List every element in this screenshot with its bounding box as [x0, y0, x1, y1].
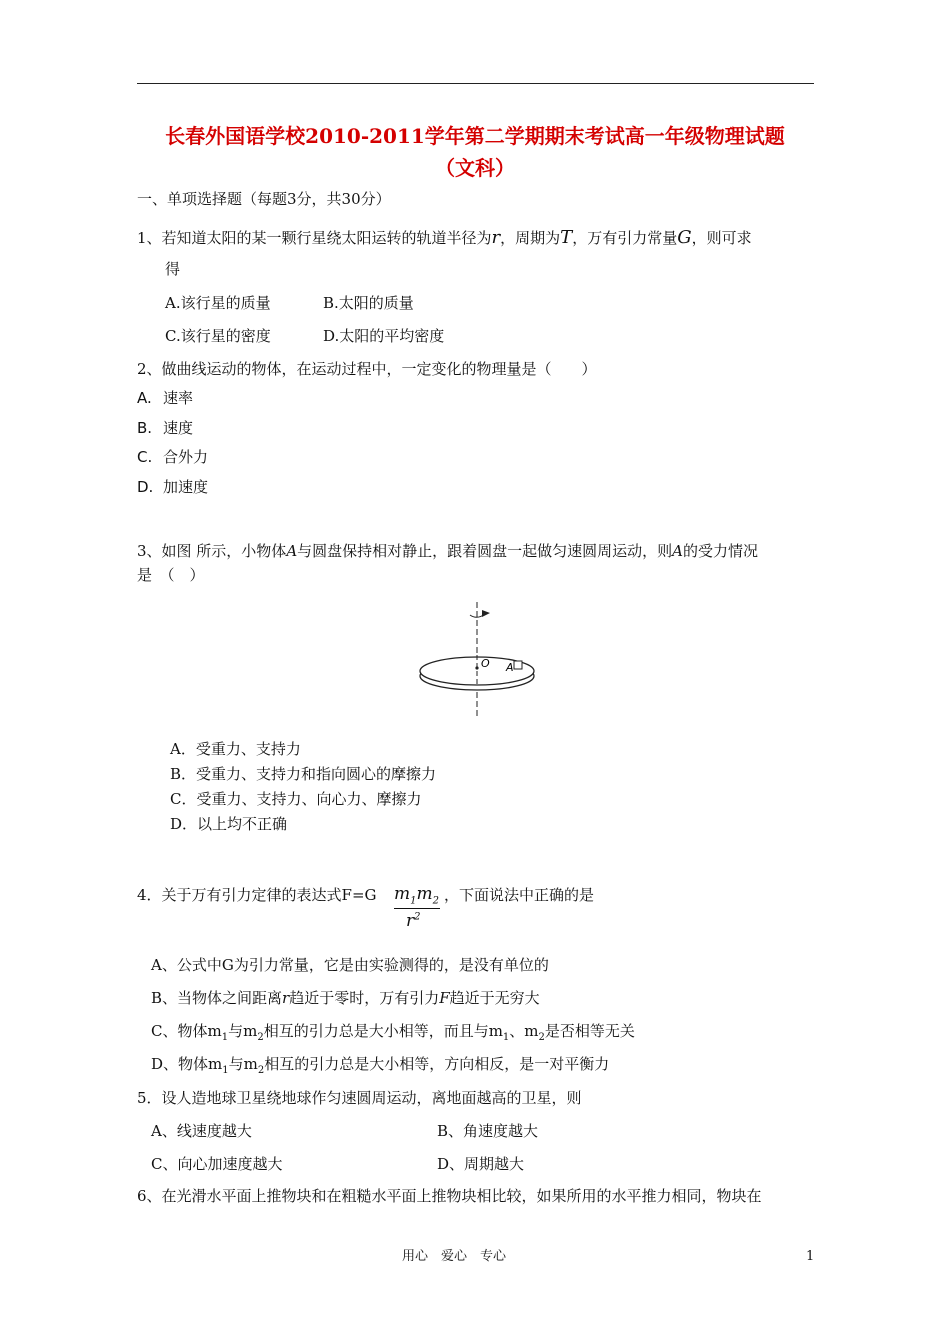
- q4-option-c-part3: 相互的引力总是大小相等，而且与m: [263, 1022, 503, 1040]
- exam-title: 长春外国语学校2010-2011学年第二学期期末考试高一年级物理试题: [165, 124, 785, 148]
- q3-text-a: 3、如图 所示，小物体: [137, 542, 287, 560]
- q2-option-d-text: 加速度: [163, 478, 209, 496]
- question-5-text: 5．设人造地球卫星绕地球作匀速圆周运动，离地面越高的卫星，则: [137, 1089, 582, 1107]
- q2-option-d: [137, 478, 208, 496]
- rotating-disk-figure: [410, 600, 545, 720]
- q3-option-d: D．以上均不正确: [170, 815, 288, 833]
- small-block-a: [514, 661, 522, 669]
- q4-option-a: A、公式中G为引力常量，它是由实验测得的，是没有单位的: [151, 956, 549, 974]
- q4-option-b-part3: 趋近于无穷大: [449, 989, 540, 1007]
- q1-var-r: r: [491, 227, 501, 248]
- q3-option-a: A．受重力、支持力: [170, 740, 301, 758]
- q2-option-a-letter: A.: [137, 389, 152, 407]
- question-1-line: [137, 227, 752, 249]
- q4-option-d-part2: 与m: [228, 1055, 258, 1073]
- q4-text-a: 4．关于万有引力定律的表达式F=G: [137, 886, 377, 904]
- q4-option-d-sub1: 1: [222, 1065, 229, 1076]
- q4-option-c-part4: 、m: [509, 1022, 539, 1040]
- question-3-line: [137, 542, 758, 560]
- q4-option-b-part2: 趋近于零时，万有引力: [289, 989, 440, 1007]
- q1-var-t: T: [560, 227, 573, 248]
- q4-option-c-sub3: 1: [502, 1032, 510, 1043]
- page-number: 1: [806, 1249, 815, 1264]
- q1-text-b: ，周期为: [500, 229, 561, 247]
- question-2-text: 2、做曲线运动的物体，在运动过程中，一定变化的物理量是（ ）: [137, 360, 597, 378]
- q4-option-b: [151, 989, 540, 1007]
- label-o: O: [481, 657, 490, 670]
- q3-continuation: 是 （ ）: [137, 566, 205, 584]
- q4-option-b-var-f: F: [439, 989, 450, 1007]
- label-a: A: [506, 661, 514, 674]
- q2-option-b-text: 速度: [163, 419, 194, 437]
- q1-option-d: D.太阳的平均密度: [323, 327, 445, 345]
- q1-text-a: 1、若知道太阳的某一颗行星绕太阳运转的轨道半径为: [137, 229, 492, 247]
- q4-option-b-var-r: r: [282, 989, 290, 1007]
- q4-option-d-part3: 相互的引力总是大小相等，方向相反，是一对平衡力: [264, 1055, 610, 1073]
- q1-option-a: A.该行星的质量: [165, 294, 271, 312]
- center-point: [475, 666, 478, 669]
- fraction-bar: [394, 908, 440, 909]
- q1-option-c: C.该行星的密度: [165, 327, 271, 345]
- q4-option-c-part2: 与m: [228, 1022, 258, 1040]
- q4-option-d-part1: D、物体m: [151, 1055, 223, 1073]
- section-heading: 一、单项选择题（每题3分，共30分）: [137, 190, 391, 208]
- q5-option-b: B、角速度越大: [437, 1122, 539, 1140]
- q2-option-a: [137, 389, 193, 407]
- question-6-text: 6、在光滑水平面上推物块和在粗糙水平面上推物块相比较，如果所用的水平推力相同，物块在: [137, 1187, 762, 1205]
- q4-option-c: [151, 1022, 635, 1044]
- formula-numerator: [394, 884, 439, 906]
- q3-text-b: 与圆盘保持相对静止，跟着圆盘一起做匀速圆周运动，则: [297, 542, 673, 560]
- q3-var-a1: A: [286, 542, 298, 560]
- q4-option-c-sub1: 1: [221, 1032, 229, 1043]
- q4-text-b: ，下面说法中正确的是: [444, 886, 595, 904]
- formula-denominator: [406, 911, 421, 931]
- mass-subscript-1: 1: [410, 895, 417, 907]
- q3-text-c: 的受力情况: [683, 542, 759, 560]
- q1-text-d: ，则可求: [691, 229, 752, 247]
- distance-exponent: 2: [414, 911, 421, 923]
- q1-continuation: 得: [165, 260, 181, 278]
- q3-option-c: C．受重力、支持力、向心力、摩擦力: [170, 790, 422, 808]
- q3-option-b: B．受重力、支持力和指向圆心的摩擦力: [170, 765, 437, 783]
- q2-option-c-letter: C.: [137, 448, 153, 466]
- q1-option-b: B.太阳的质量: [323, 294, 414, 312]
- mass-symbol-2: m: [416, 884, 433, 904]
- q5-option-a: A、线速度越大: [151, 1122, 252, 1140]
- exam-subtitle: （文科）: [435, 156, 515, 180]
- q4-option-c-part1: C、物体m: [151, 1022, 222, 1040]
- q2-option-d-letter: D.: [137, 478, 154, 496]
- q4-option-c-sub2: 2: [257, 1032, 264, 1043]
- q2-option-a-text: 速率: [163, 389, 194, 407]
- q1-text-c: ，万有引力常量: [572, 229, 678, 247]
- header-rule: [137, 83, 814, 84]
- mass-subscript-2: 2: [432, 895, 439, 907]
- mass-symbol-1: m: [394, 884, 411, 904]
- q1-var-g: G: [677, 227, 692, 248]
- q2-option-b-letter: B.: [137, 419, 153, 437]
- q5-option-d: D、周期越大: [437, 1155, 525, 1173]
- q2-option-c-text: 合外力: [163, 448, 209, 466]
- q2-option-c: [137, 448, 208, 466]
- distance-symbol: r: [406, 911, 415, 931]
- footer-motto: 用心 爱心 专心: [402, 1249, 507, 1264]
- rotation-arrowhead: [482, 610, 490, 617]
- q2-option-b: [137, 419, 193, 437]
- q5-option-c: C、向心加速度越大: [151, 1155, 283, 1173]
- q3-var-a2: A: [672, 542, 684, 560]
- q4-option-d: [151, 1055, 609, 1077]
- q4-option-d-sub2: 2: [257, 1065, 265, 1076]
- q4-option-c-sub4: 2: [538, 1032, 545, 1043]
- q4-option-b-part1: B、当物体之间距离: [151, 989, 283, 1007]
- q4-option-c-part5: 是否相等无关: [544, 1022, 635, 1040]
